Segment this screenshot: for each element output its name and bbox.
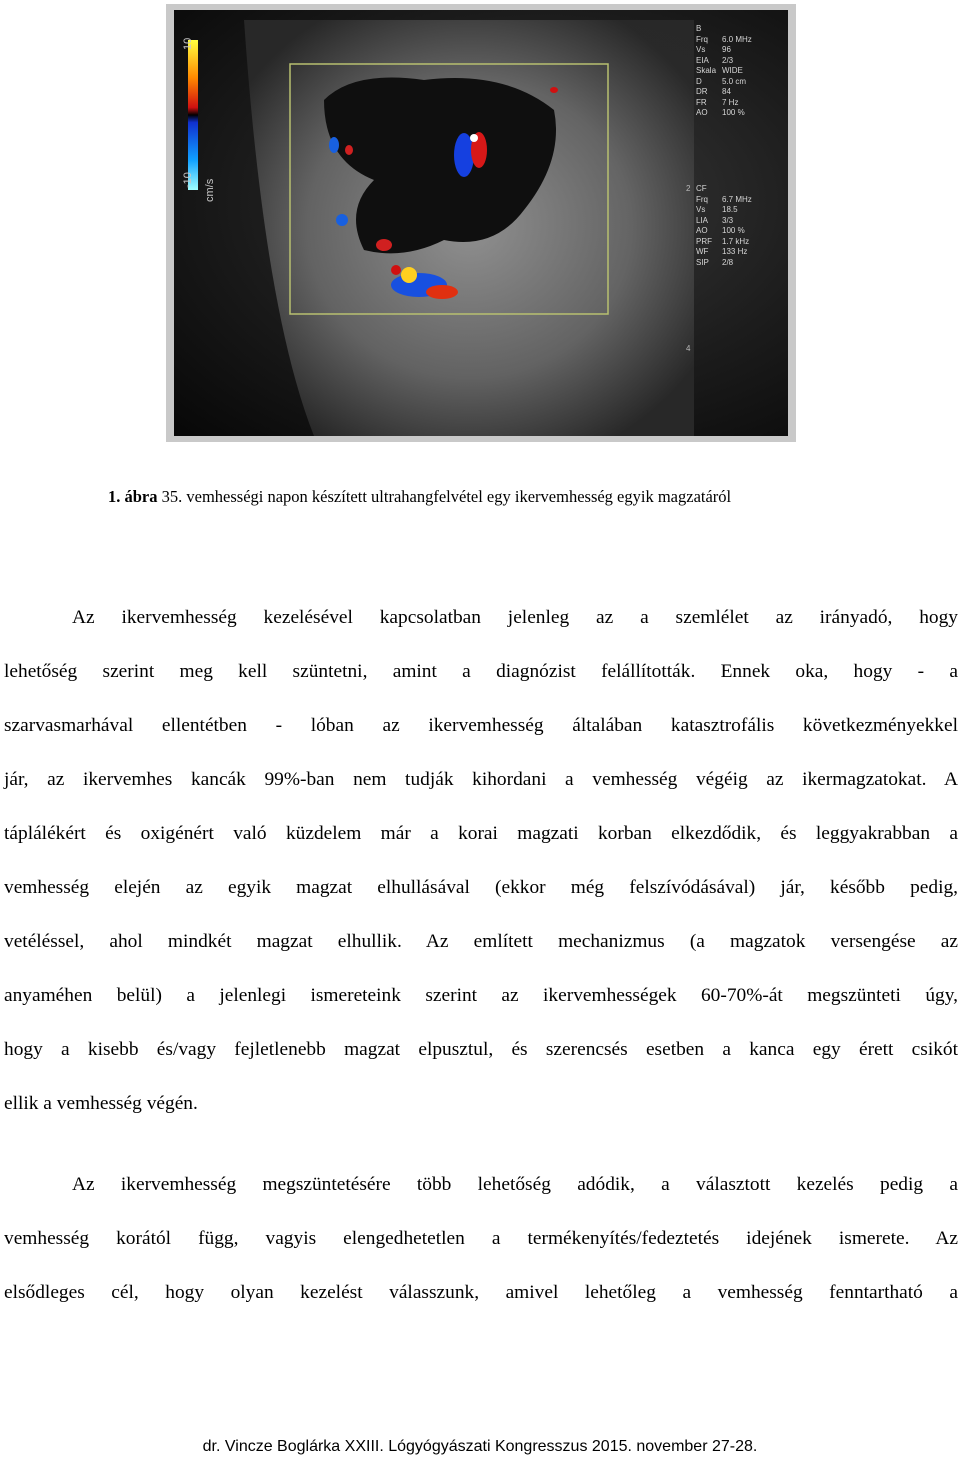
depth-mark: 2 xyxy=(686,184,691,193)
figure-caption xyxy=(108,487,731,507)
caption-text: 35. vemhességi napon készített ultrahangfelvétel egy ikervemhesség egyik magzatáról xyxy=(157,487,732,506)
text-line: vemhesség korától függ, vagyis elengedhetetlen a termékenyítés/fedeztetés idejének ismerete. Az xyxy=(4,1228,958,1249)
text-line: ellik a vemhesség végén. xyxy=(4,1093,198,1114)
page-footer: dr. Vincze Boglárka XXIII. Lógyógyászati Kongresszus 2015. november 27-28. xyxy=(202,1438,758,1455)
text-line: szarvasmarhával ellentétben - lóban az ikervemhesség általában katasztrofális következményekkel xyxy=(4,715,958,736)
text-line: Az ikervemhesség megszüntetésére több lehetőség adódik, a választott kezelés pedig a xyxy=(72,1174,958,1195)
text-line: Az ikervemhesség kezelésével kapcsolatban jelenleg az a szemlélet az irányadó, hogy xyxy=(72,607,958,628)
color-scale-max: 10 xyxy=(182,37,194,50)
text-line: jár, az ikervemhes kancák 99%-ban nem tudják kihordani a vemhesség végéig az ikermagzatokat. A xyxy=(4,769,958,790)
ultrasound-figure xyxy=(166,4,796,442)
color-scale-min: -10 xyxy=(182,172,194,188)
text-line: lehetőség szerint meg kell szüntetni, amint a diagnózist felállították. Ennek oka, hogy - a xyxy=(4,661,958,682)
text-line: vetéléssel, ahol mindkét magzat elhullik. Az említett mechanizmus (a magzatok versengése az xyxy=(4,931,958,952)
text-line: anyaméhen belül) a jelenlegi ismereteink szerint az ikervemhességek 60-70%-át megszünteti úgy, xyxy=(4,985,958,1006)
text-line: vemhesség elején az egyik magzat elhullásával (ekkor még felszívódásával) jár, később pedig, xyxy=(4,877,958,898)
text-line: hogy a kisebb és/vagy fejletlenebb magzat elpusztul, és szerencsés esetben a kanca egy érett csikót xyxy=(4,1039,958,1060)
depth-mark: 4 xyxy=(686,344,691,353)
ultrasound-screen xyxy=(174,10,788,436)
color-scale-unit: cm/s xyxy=(204,178,216,202)
color-flow-parameters: CF Frq 6.7 MHz Vs 18.5 LIA 3/3 AO 100 % PRF 1.7 kHz WF 133 Hz SIP 2/8 xyxy=(696,184,752,267)
text-line: táplálékért és oxigénért való küzdelem már a korai magzati korban elkezdődik, és leggyakrabban a xyxy=(4,823,958,844)
text-line: elsődleges cél, hogy olyan kezelést válasszunk, amivel lehetőleg a vemhesség fenntartható a xyxy=(4,1282,958,1303)
b-mode-parameters: B Frq 6.0 MHz Vs 96 EIA 2/3 Skala WIDE D 5.0 cm DR 84 FR 7 Hz AO 100 % xyxy=(696,24,752,117)
caption-label: 1. ábra xyxy=(108,487,158,506)
